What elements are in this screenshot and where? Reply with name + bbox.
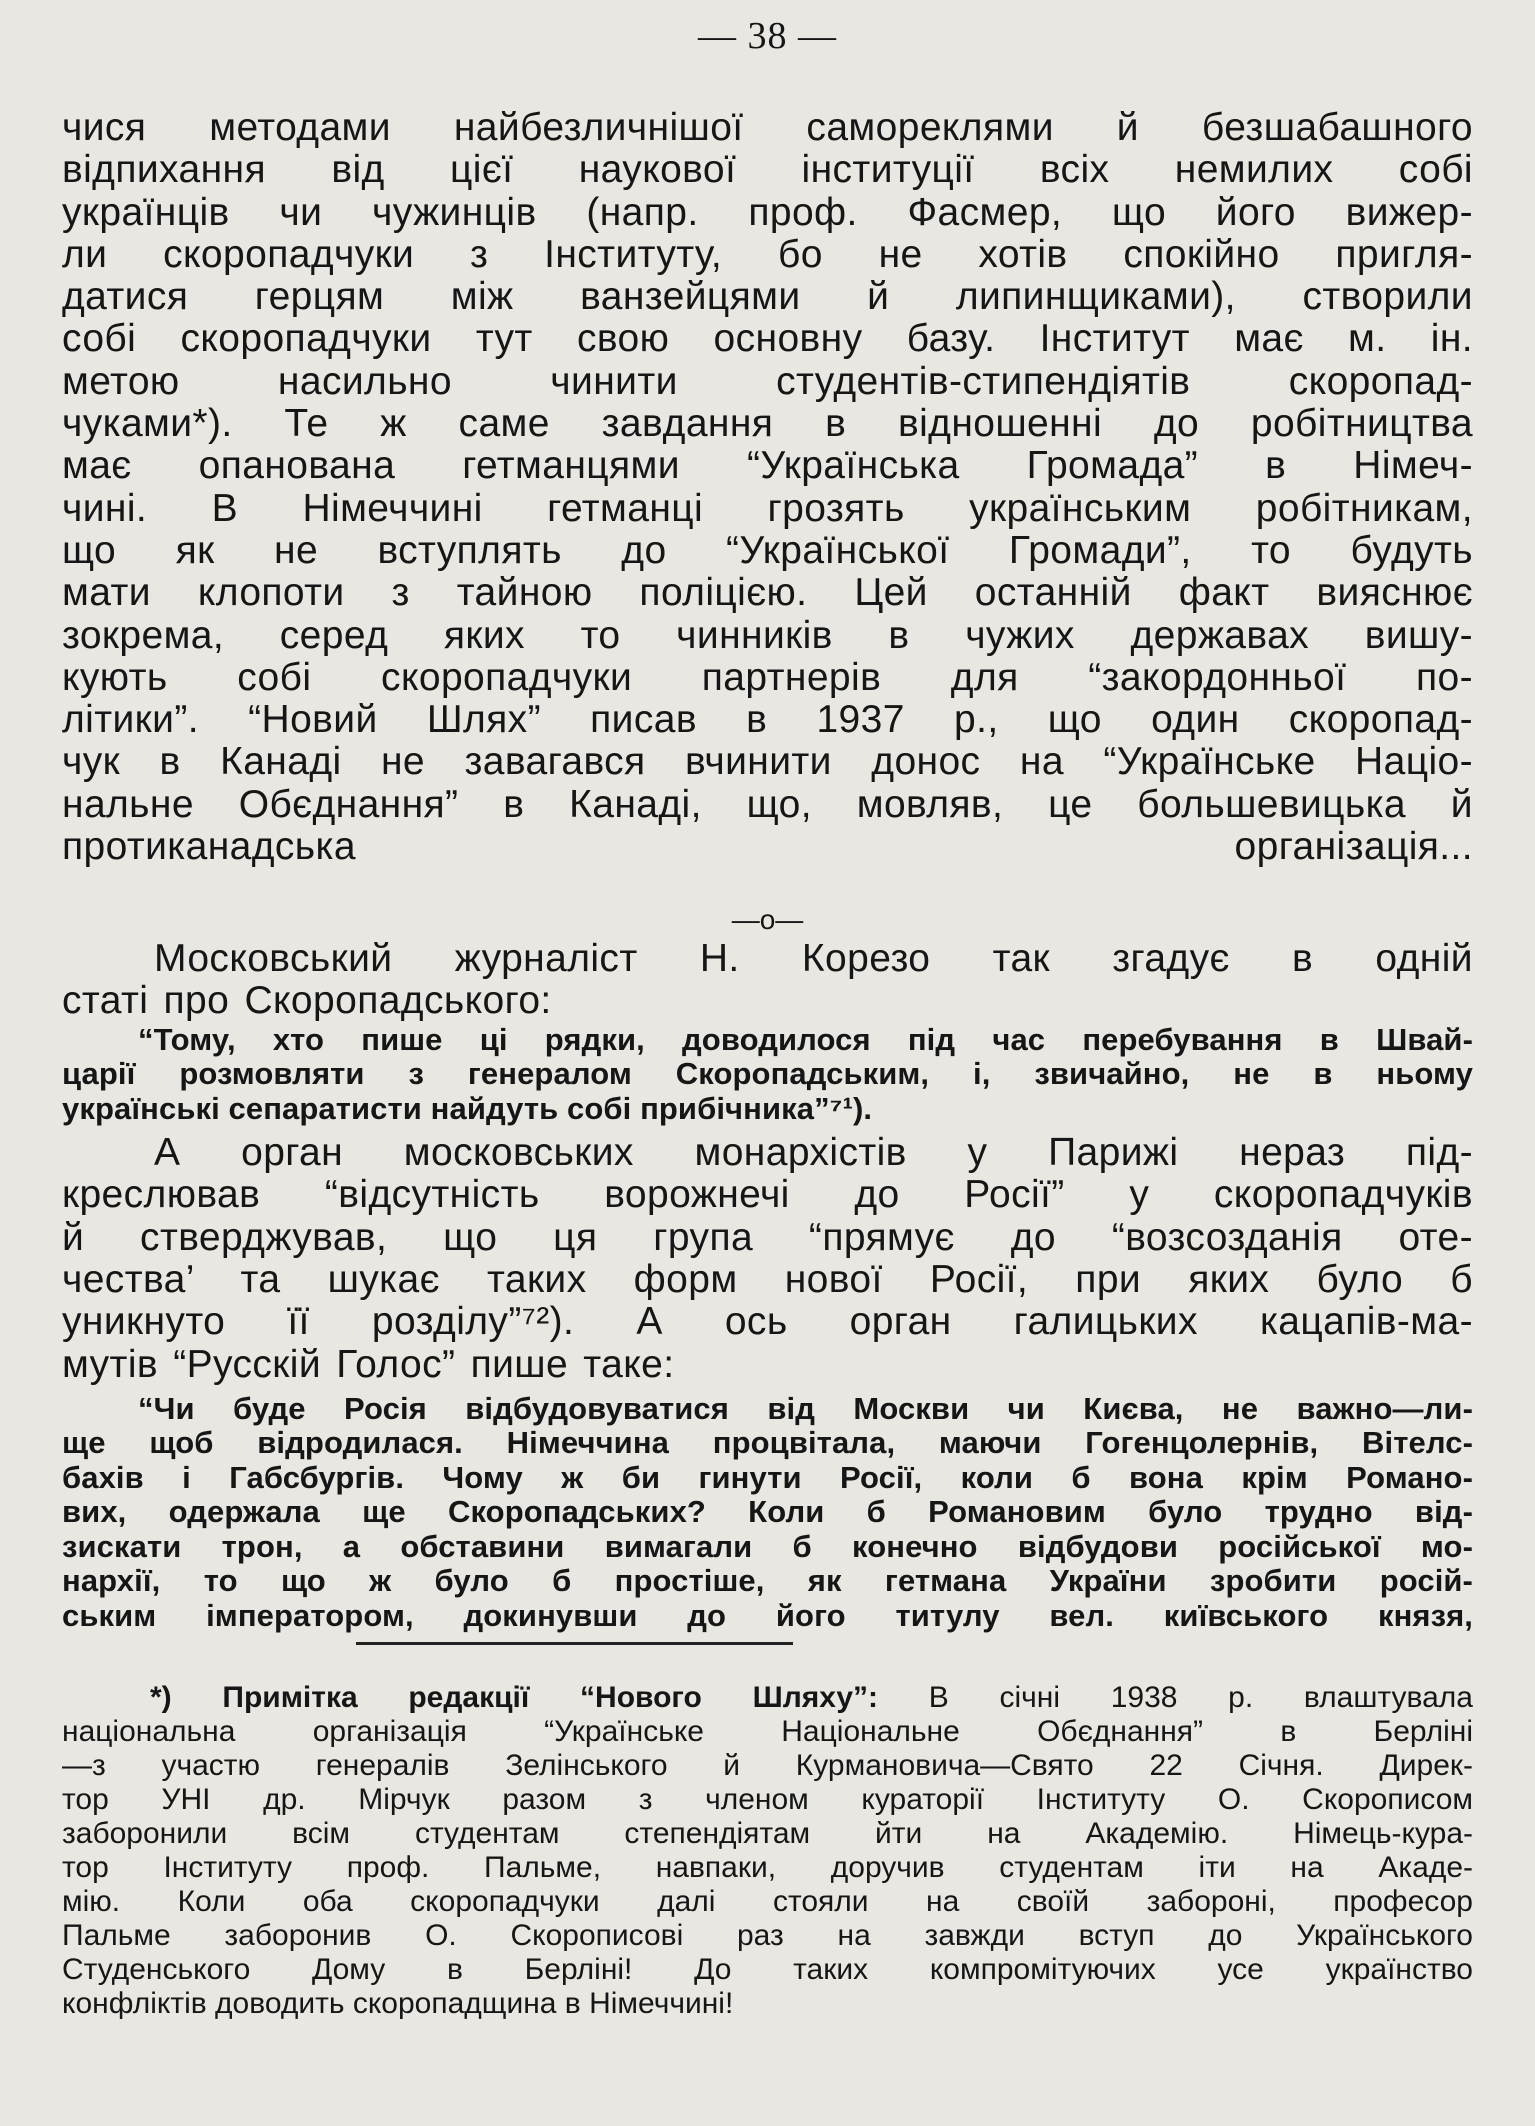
footnote-lead: *) Примітка редакції “Нового Шляху”: <box>150 1681 878 1714</box>
text-line: що як не вступлять до “Української Громади”, то будуть <box>62 529 1473 572</box>
text-line: Московський журналіст Н. Корезо так згадує в одній <box>154 938 1473 980</box>
quote-block <box>62 1023 1473 1127</box>
footnote <box>62 1681 1473 2021</box>
text-line: зокрема, серед яких то чинників в чужих державах вишу- <box>62 614 1473 657</box>
quote-line: царії розмовляти з генералом Скоропадським, і, звичайно, не в ньому <box>62 1057 1473 1092</box>
text-line: собі скоропадчуки тут свою основну базу. Інститут має м. ін. <box>62 318 1473 361</box>
footnote-line: конфліктів доводить скоропадщина в Німеччині! <box>62 1987 734 2020</box>
footnote-line: тор Інституту проф. Пальме, навпаки, доручив студентам іти на Акаде- <box>62 1851 1473 1884</box>
text-line: протиканадська організація... <box>62 826 1473 869</box>
text-line: чуками*). Те ж саме завдання в відношенні до робітництва <box>62 403 1473 446</box>
quote-line: бахів і Габсбургів. Чому ж би гинути Росії, коли б вона крім Романо- <box>62 1460 1473 1495</box>
footnote-line: заборонили всім студентам степендіятам йти на Академію. Німець-кура- <box>62 1817 1473 1850</box>
text-line: нальне Обєднання” в Канаді, що, мовляв, це большевицька й <box>62 783 1473 826</box>
footnote-line: тор УНІ др. Мірчук разом з членом кураторії Інституту О. Скорописом <box>62 1783 1473 1816</box>
text-line: мати клопоти з тайною поліцією. Цей останній факт вияснює <box>62 572 1473 615</box>
footnote-text: В січні 1938 р. влаштувала <box>928 1681 1473 1714</box>
text-line: літики”. “Новий Шлях” писав в 1937 р., що один скоропад- <box>62 699 1473 742</box>
text-line: чися методами найбезличнішої самореклями й безшабашного <box>62 107 1473 149</box>
text-line: статі про Скоропадського: <box>62 980 552 1023</box>
quote-line: українські сепаратисти найдуть собі прибічника”⁷¹). <box>62 1091 873 1126</box>
footnote-line: Пальме заборонив О. Скорописові раз на завжди вступ до Українського <box>62 1919 1473 1952</box>
second-section <box>62 938 1473 1633</box>
quote-block <box>62 1392 1473 1634</box>
text-line: чині. В Німеччині гетманці грозять українським робітникам, <box>62 487 1473 530</box>
quote-line: зискати трон, а обставини вимагали б конечно відбудови російської мо- <box>62 1529 1473 1564</box>
footnote-line: Студенського Дому в Берліні! До таких компромітуючих усе українство <box>62 1953 1473 1986</box>
footnote-rule <box>356 1642 793 1645</box>
section-divider: —о— <box>731 904 804 935</box>
text-line: відпихання від цієї наукової інституції всіх немилих собі <box>62 149 1473 192</box>
text-line: й стверджував, що ця група “прямує до “возсозданія оте- <box>62 1216 1473 1259</box>
quote-line: ським імператором, докинувши до його титулу вел. київського князя, <box>62 1598 1473 1633</box>
text-line: має опанована гетманцями “Українська Громада” в Німеч- <box>62 445 1473 488</box>
page-number: — 38 — <box>698 15 837 57</box>
text-line: метою насильно чинити студентів-стипендіятів скоропад- <box>62 360 1473 403</box>
footnote-line: мію. Коли оба скоропадчуки далі стояли на своїй забороні, професор <box>62 1885 1473 1918</box>
text-line: датися герцям між ванзейцями й липинщиками), створили <box>62 276 1473 319</box>
footnote-line: національна організація “Українське Національне Обєднання” в Берліні <box>62 1715 1473 1748</box>
text-line: українців чи чужинців (напр. проф. Фасмер, що його вижер- <box>62 191 1473 234</box>
footnote-line <box>62 1681 1473 1715</box>
quote-line: ще щоб відродилася. Німеччина процвітала, маючи Гогенцолернів, Вітелс- <box>62 1426 1473 1461</box>
quote-line: нархії, то що ж було б простіше, як гетмана України зробити росій- <box>62 1564 1473 1599</box>
text-line: уникнуто її розділу”⁷²). А ось орган галицьких кацапів-ма- <box>62 1301 1473 1344</box>
footnote-line: —з участю генералів Зелінського й Курмановича—Свято 22 Січня. Дирек- <box>62 1749 1473 1782</box>
text-line: кують собі скоропадчуки партнерів для “закордонньої по- <box>62 656 1473 699</box>
text-line: чук в Канаді не завагався вчинити донос на “Українське Націо- <box>62 741 1473 784</box>
quote-line: вих, одержала ще Скоропадських? Коли б Романовим було трудно від- <box>62 1495 1473 1530</box>
text-line: чества’ та шукає таких форм нової Росії, при яких було б <box>62 1258 1473 1301</box>
quote-line: “Чи буде Росія відбудовуватися від Москви чи Києва, не важно—ли- <box>138 1391 1473 1426</box>
text-line: креслював “відсутність ворожнечі до Росії” у скоропадчуків <box>62 1174 1473 1217</box>
text-line: ли скоропадчуки з Інституту, бо не хотів спокійно пригля- <box>62 233 1473 276</box>
main-text <box>62 107 1473 868</box>
quote-line: “Тому, хто пише ці рядки, доводилося під час перебування в Швай- <box>138 1022 1473 1057</box>
text-line: мутів “Русскій Голос” пише таке: <box>62 1343 675 1386</box>
text-line: А орган московських монархістів у Парижі нераз під- <box>154 1132 1473 1175</box>
